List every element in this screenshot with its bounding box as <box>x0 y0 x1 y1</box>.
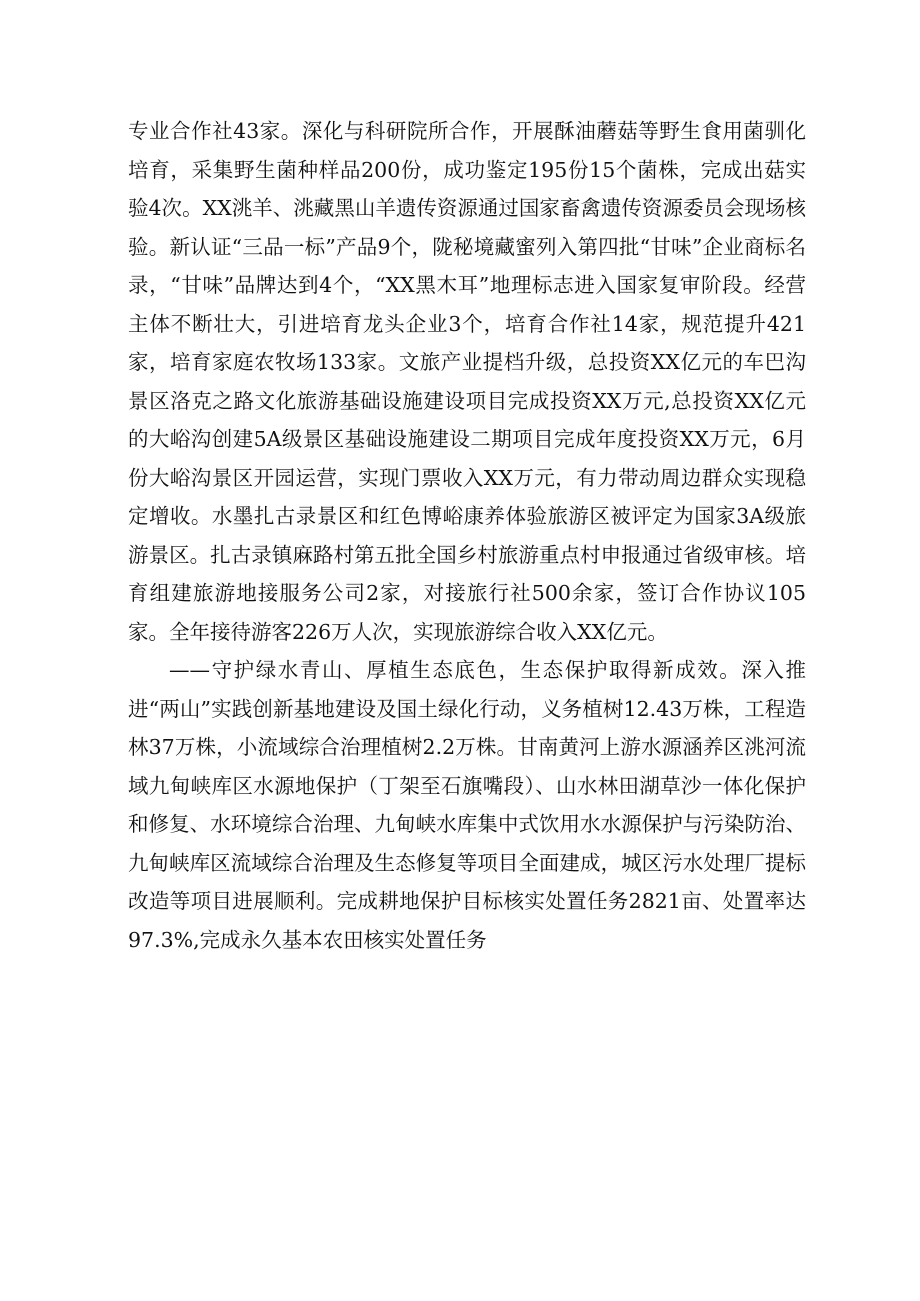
document-body <box>128 112 806 959</box>
paragraph-ecological-protection: ——守护绿水青山、厚植生态底色，生态保护取得新成效。深入推进“两山”实践创新基地建设及国土绿化行动，义务植树12.43万株，工程造林37万株，小流域综合治理植树2.2万株。甘南黄河上游水源涵养区洮河流域九甸峡库区水源地保护（丁架至石旗嘴段）、山水林田湖草沙一体化保护和修复、水环境综合治理、九甸峡水库集中式饮用水水源保护与污染防治、九甸峡库区流域综合治理及生态修复等项目全面建成，城区污水处理厂提标改造等项目进展顺利。完成耕地保护目标核实处置任务2821亩、处置率达97.3%,完成永久基本农田核实处置任务 <box>128 658 806 952</box>
paragraph-agriculture-tourism: 专业合作社43家。深化与科研院所合作，开展酥油蘑菇等野生食用菌驯化培育，采集野生菌种样品200份，成功鉴定195份15个菌株，完成出菇实验4次。XX洮羊、洮藏黑山羊遗传资源通过国家畜禽遗传资源委员会现场核验。新认证“三品一标”产品9个，陇秘境藏蜜列入第四批“甘味”企业商标名录，“甘味”品牌达到4个，“XX黑木耳”地理标志进入国家复审阶段。经营主体不断壮大，引进培育龙头企业3个，培育合作社14家，规范提升421家，培育家庭农牧场133家。文旅产业提档升级，总投资XX亿元的车巴沟景区洛克之路文化旅游基础设施建设项目完成投资XX万元,总投资XX亿元的大峪沟创建5A级景区基础设施建设二期项目完成年度投资XX万元，6月份大峪沟景区开园运营，实现门票收入XX万元，有力带动周边群众实现稳定增收。水墨扎古录景区和红色博峪康养体验旅游区被评定为国家3A级旅游景区。扎古录镇麻路村第五批全国乡村旅游重点村申报通过省级审核。培育组建旅游地接服务公司2家，对接旅行社500余家，签订合作协议105家。全年接待游客226万人次，实现旅游综合收入XX亿元。 <box>128 119 806 644</box>
